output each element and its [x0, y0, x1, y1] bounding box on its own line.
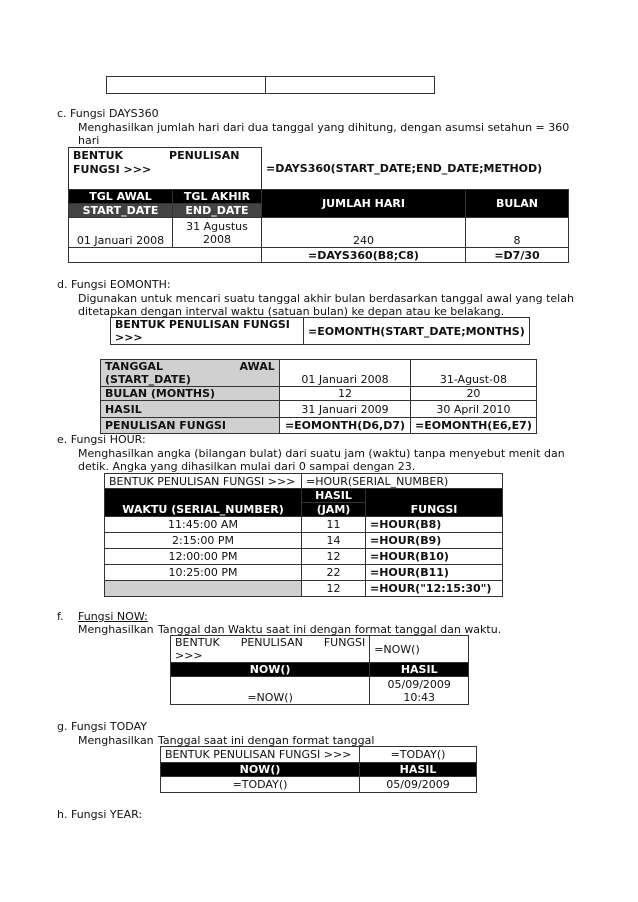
section-f-desc: Tanggal dan Waktu saat ini dengan format tanggal dan waktu. — [158, 623, 502, 636]
cell-waktu: 12:00:00 PM — [105, 549, 302, 565]
cell-today-result: 05/09/2009 — [360, 777, 477, 793]
cell-value-1: 01 Januari 2008 — [280, 360, 411, 387]
cell-jam: 14 — [302, 533, 366, 549]
section-d-desc-line1: Digunakan untuk mencari suatu tanggal akhir bulan berdasarkan tanggal awal yang telah — [78, 292, 574, 305]
cell-now-date: 05/09/2009 — [387, 677, 451, 691]
form-value: =NOW() — [370, 636, 469, 663]
cell-days360-formula: =DAYS360(B8;C8) — [262, 248, 466, 263]
label-line1: TANGGAL AWAL — [105, 360, 275, 373]
header-jam: (JAM) — [302, 503, 366, 517]
cell-jam: 11 — [302, 517, 366, 533]
form-label: BENTUK PENULISAN FUNGSI >>> — [161, 747, 360, 763]
header-waktu: WAKTU (SERIAL_NUMBER) — [105, 489, 302, 517]
header-hasil: HASIL — [360, 763, 477, 777]
form-value: =DAYS360(START_DATE;END_DATE;METHOD) — [266, 161, 543, 175]
cell-waktu: 10:25:00 PM — [105, 565, 302, 581]
section-f-heading: Fungsi NOW: — [78, 610, 148, 623]
form-label-line2: >>> — [115, 331, 143, 344]
days360-table — [68, 147, 569, 263]
row-label-hasil: HASIL — [101, 401, 280, 418]
cell-waktu: 2:15:00 PM — [105, 533, 302, 549]
cell-now-result — [370, 677, 469, 705]
top-table — [106, 76, 435, 94]
form-value: =HOUR(SERIAL_NUMBER) — [302, 474, 503, 489]
header-tgl-awal: TGL AWAL — [69, 190, 173, 204]
cell-fungsi: =HOUR(B9) — [366, 533, 503, 549]
cell-formula-2: =EOMONTH(E6,E7) — [411, 418, 537, 434]
section-f-desc-label: Menghasilkan — [78, 623, 154, 636]
header-bulan: BULAN — [466, 190, 569, 218]
section-c-desc-line2: hari — [78, 134, 100, 147]
cell-today-formula: =TODAY() — [161, 777, 360, 793]
header-end-date: END_DATE — [173, 204, 262, 218]
cell-tgl-akhir — [173, 218, 262, 248]
form-label-line2: FUNGSI >>> — [73, 163, 152, 176]
form-label: BENTUK PENULISAN FUNGSI >>> — [105, 474, 302, 489]
form-label-line1: BENTUK PENULISAN — [73, 149, 240, 162]
cell-tgl-awal: 01 Januari 2008 — [69, 218, 173, 248]
row-label-bulan: BULAN (MONTHS) — [101, 387, 280, 401]
cell-bulan-formula: =D7/30 — [466, 248, 569, 263]
cell-waktu: 11:45:00 AM — [105, 517, 302, 533]
cell-value-2: 30 April 2010 — [411, 401, 537, 418]
eomonth-table — [100, 359, 537, 434]
section-e-heading: e. Fungsi HOUR: — [57, 433, 146, 446]
now-table — [170, 635, 469, 705]
section-f-letter: f. — [57, 610, 64, 623]
cell-jam: 12 — [302, 581, 366, 597]
cell-fungsi: =HOUR("12:15:30") — [366, 581, 503, 597]
hour-table — [104, 473, 503, 597]
form-label — [111, 318, 304, 345]
cell-empty — [69, 248, 173, 263]
header-tgl-akhir: TGL AKHIR — [173, 190, 262, 204]
cell-formula-1: =EOMONTH(D6,D7) — [280, 418, 411, 434]
form-label — [69, 148, 262, 190]
cell-value-1: 31 Januari 2009 — [280, 401, 411, 418]
header-now: NOW() — [161, 763, 360, 777]
cell-jam: 12 — [302, 549, 366, 565]
section-g-desc: Tanggal saat ini dengan format tanggal — [158, 734, 375, 747]
cell-value-2: 31-Agust-08 — [411, 360, 537, 387]
section-c-heading: c. Fungsi DAYS360 — [57, 107, 159, 120]
header-hasil: HASIL — [302, 489, 366, 503]
form-label-line1: BENTUK PENULISAN FUNGSI — [175, 636, 366, 649]
cell-tgl-akhir-line1: 31 Agustus — [186, 219, 248, 233]
form-value: =EOMONTH(START_DATE;MONTHS) — [304, 318, 530, 345]
section-c-desc-line1: Menghasilkan jumlah hari dari dua tanggal yang dihitung, dengan asumsi setahun = 360 — [78, 121, 570, 134]
cell-bulan: 8 — [466, 218, 569, 248]
cell-empty — [173, 248, 262, 263]
header-start-date: START_DATE — [69, 204, 173, 218]
header-jumlah-hari: JUMLAH HARI — [262, 190, 466, 218]
form-label-line2: >>> — [175, 649, 203, 662]
section-h-heading: h. Fungsi YEAR: — [57, 808, 143, 821]
header-hasil: HASIL — [370, 663, 469, 677]
section-d-heading: d. Fungsi EOMONTH: — [57, 278, 171, 291]
cell-jumlah-hari: 240 — [262, 218, 466, 248]
section-g-heading: g. Fungsi TODAY — [57, 720, 147, 733]
cell-jam: 22 — [302, 565, 366, 581]
section-e-desc-line2: detik. Angka yang dihasilkan mulai dari 0 sampai dengan 23. — [78, 460, 416, 473]
label-line2: (START_DATE) — [105, 373, 191, 386]
section-g-desc-label: Menghasilkan — [78, 734, 154, 747]
cell-value-1: 12 — [280, 387, 411, 401]
header-fungsi: FUNGSI — [366, 489, 503, 517]
section-e-desc-line1: Menghasilkan angka (bilangan bulat) dari suatu jam (waktu) tanpa menyebut menit dan — [78, 447, 565, 460]
cell-waktu — [105, 581, 302, 597]
cell-value-2: 20 — [411, 387, 537, 401]
form-label — [171, 636, 370, 663]
cell-fungsi: =HOUR(B11) — [366, 565, 503, 581]
form-value: =TODAY() — [360, 747, 477, 763]
row-label-tanggal-awal — [101, 360, 280, 387]
eomonth-form-table — [110, 317, 530, 345]
header-now: NOW() — [171, 663, 370, 677]
cell-tgl-akhir-line2: 2008 — [203, 232, 231, 246]
form-label-line1: BENTUK PENULISAN FUNGSI — [115, 318, 290, 331]
row-label-penulisan: PENULISAN FUNGSI — [101, 418, 280, 434]
table-cell — [266, 77, 435, 94]
cell-fungsi: =HOUR(B10) — [366, 549, 503, 565]
cell-fungsi: =HOUR(B8) — [366, 517, 503, 533]
section-d-desc-line2: ditetapkan dengan interval waktu (satuan bulan) ke depan atau ke belakang. — [78, 305, 505, 318]
cell-now-formula: =NOW() — [171, 677, 370, 705]
table-cell — [107, 77, 266, 94]
today-table — [160, 746, 477, 793]
cell-now-time: 10:43 — [403, 690, 436, 704]
